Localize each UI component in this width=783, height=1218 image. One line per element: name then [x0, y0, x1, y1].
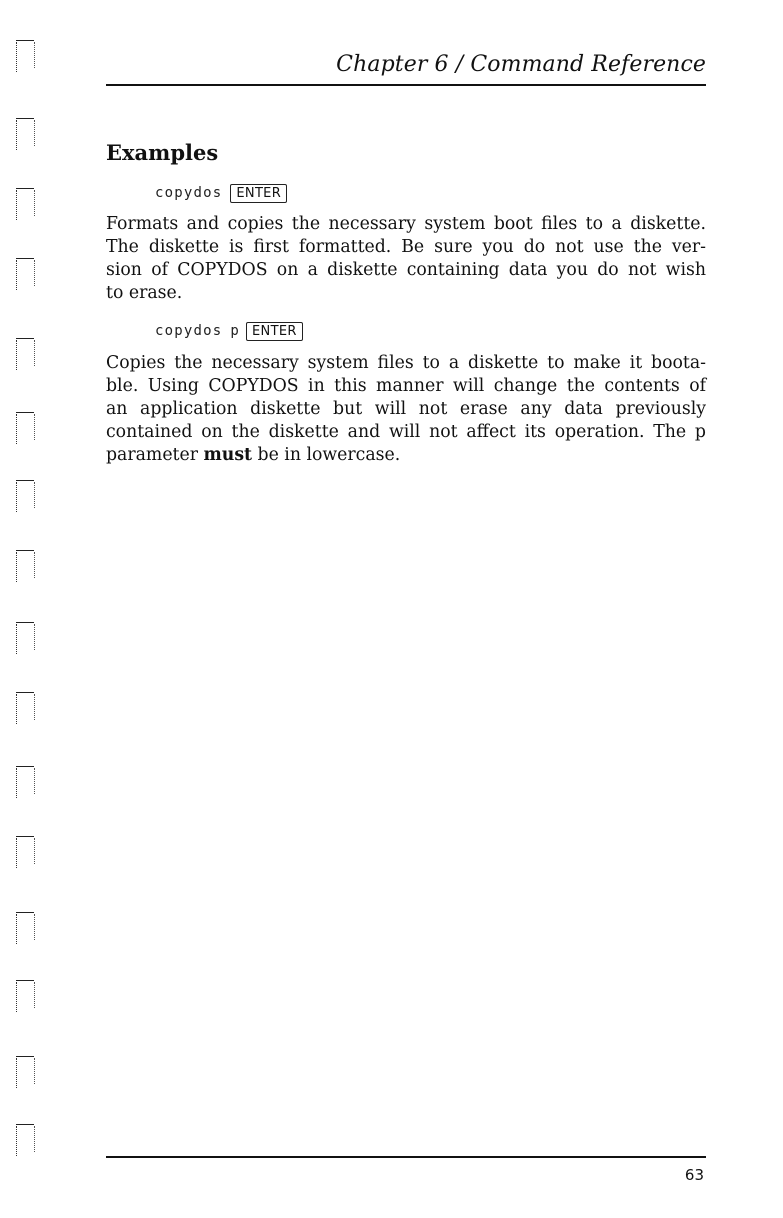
- description-line: Copies the necessary system files to a diskette to make it boota-: [106, 353, 706, 373]
- binder-mark: [14, 338, 36, 374]
- example-command-1: [155, 182, 287, 204]
- binder-mark: [14, 980, 36, 1016]
- binder-mark: [14, 118, 36, 154]
- description-line: contained on the diskette and will not affect its operation. The p: [106, 422, 706, 442]
- description-line: [106, 444, 706, 467]
- example-command-2: [155, 320, 303, 342]
- footer-rule: [106, 1156, 706, 1158]
- description-line: to erase.: [106, 283, 183, 303]
- binder-mark: [14, 480, 36, 516]
- binder-mark: [14, 258, 36, 294]
- header-rule: [106, 84, 706, 86]
- binder-hole-marks: [14, 40, 44, 1170]
- section-heading: Examples: [106, 140, 219, 165]
- binder-mark: [14, 1056, 36, 1092]
- text-run: be in lowercase.: [252, 445, 401, 465]
- binder-mark: [14, 692, 36, 728]
- enter-key-icon: ENTER: [230, 184, 287, 203]
- binder-mark: [14, 40, 36, 76]
- binder-mark: [14, 412, 36, 448]
- text-run: parameter: [106, 445, 204, 465]
- enter-key-icon: ENTER: [246, 322, 303, 341]
- description-line: sion of COPYDOS on a diskette containing data you do not wish: [106, 260, 706, 280]
- binder-mark: [14, 188, 36, 224]
- binder-mark: [14, 1124, 36, 1160]
- example-description-2: [106, 352, 706, 467]
- binder-mark: [14, 622, 36, 658]
- example-description-1: [106, 213, 706, 305]
- running-head: Chapter 6 / Command Reference: [336, 52, 706, 77]
- emphasis-text: must: [203, 445, 253, 465]
- command-text: copydos: [155, 185, 223, 201]
- binder-mark: [14, 766, 36, 802]
- binder-mark: [14, 912, 36, 948]
- description-line: ble. Using COPYDOS in this manner will change the contents of: [106, 376, 706, 396]
- page-number: 63: [684, 1166, 704, 1184]
- command-argument: p: [230, 323, 241, 339]
- binder-mark: [14, 550, 36, 586]
- binder-mark: [14, 836, 36, 872]
- description-line: Formats and copies the necessary system boot files to a diskette.: [106, 214, 706, 234]
- description-line: The diskette is first formatted. Be sure you do not use the ver-: [106, 237, 706, 257]
- command-text: copydos: [155, 323, 223, 339]
- description-line: an application diskette but will not erase any data previously: [106, 399, 706, 419]
